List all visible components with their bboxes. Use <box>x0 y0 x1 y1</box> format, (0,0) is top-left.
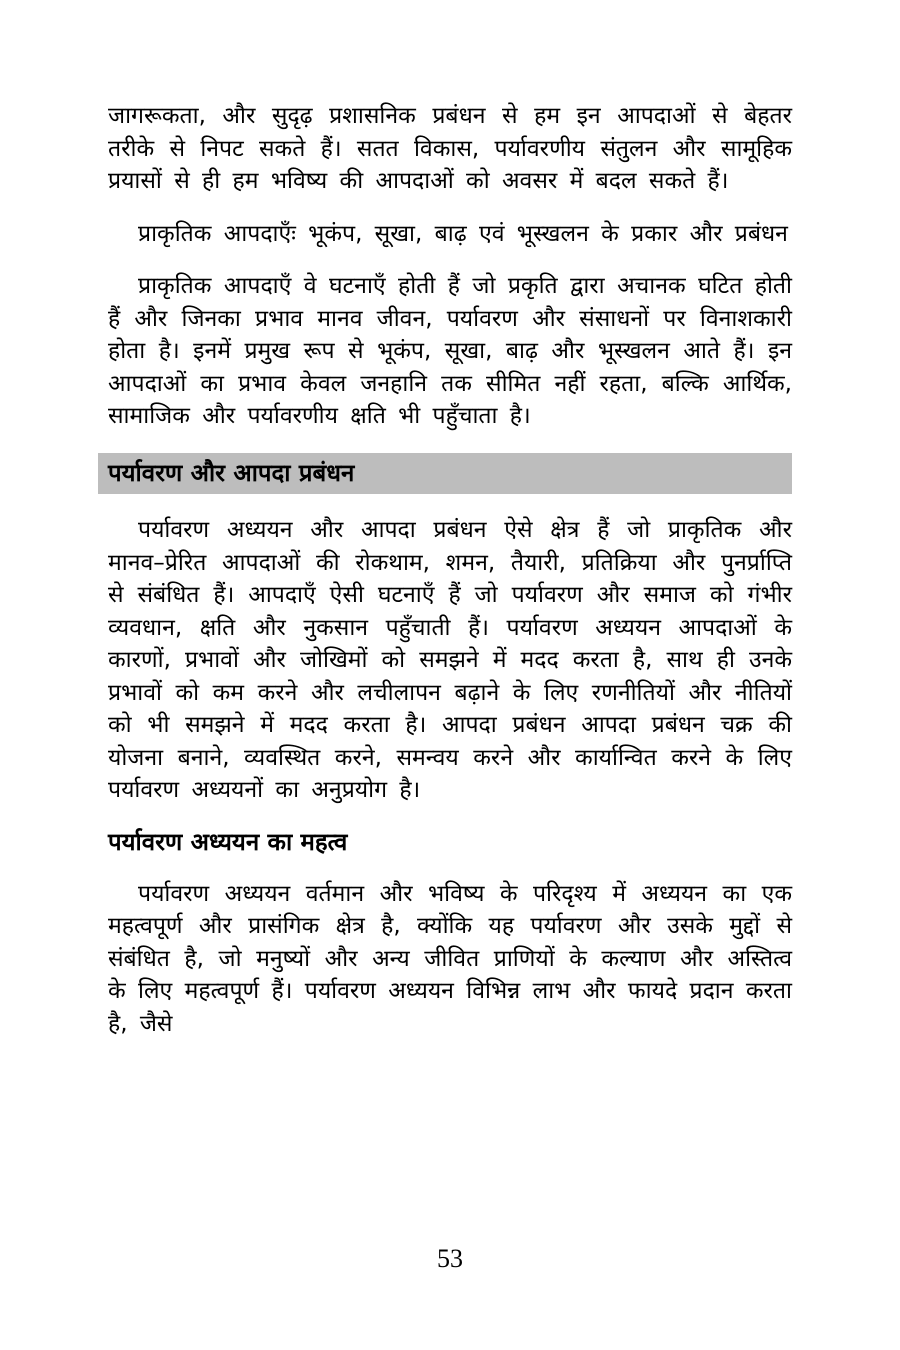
paragraph-natural-disasters: प्राकृतिक आपदाएँ वे घटनाएँ होती हैं जो प्रकृति द्वारा अचानक घटित होती हैं और जिनका प्रभाव मानव जीवन, पर्यावरण और संसाधनों पर विनाशकारी होता है। इनमें प्रमुख रूप से भूकंप, सूखा, बाढ़ और भूस्खलन आते हैं। इन आपदाओं का प्रभाव केवल जनहानि तक सीमित नहीं रहता, बल्कि आर्थिक, सामाजिक और पर्यावरणीय क्षति भी पहुँचाता है। <box>108 273 792 429</box>
paragraph-topic-line: प्राकृतिक आपदाएँः भूकंप, सूखा, बाढ़ एवं भूस्खलन के प्रकार और प्रबंधन <box>138 220 788 247</box>
paragraph-continuation: जागरूकता, और सुदृढ़ प्रशासनिक प्रबंधन से हम इन आपदाओं से बेहतर तरीके से निपट सकते हैं। सतत विकास, पर्यावरणीय संतुलन और सामूहिक प्रयासों से ही हम भविष्य की आपदाओं को अवसर में बदल सकते हैं। <box>108 103 792 194</box>
paragraph-importance: पर्यावरण अध्ययन वर्तमान और भविष्य के परिदृश्य में अध्ययन का एक महत्वपूर्ण और प्रासंगिक क्षेत्र है, क्योंकि यह पर्यावरण और उसके मुद्दों से संबंधित है, जो मनुष्यों और अन्य जीवित प्राणियों के कल्याण और अस्तित्व के लिए महत्वपूर्ण हैं। पर्यावरण अध्ययन विभिन्न लाभ और फायदे प्रदान करता है, जैसे <box>108 880 792 1037</box>
page-number: 53 <box>437 1244 463 1273</box>
sub-heading-importance-of-environmental-studies: पर्यावरण अध्ययन का महत्व <box>108 827 348 856</box>
paragraph-env-disaster-management: पर्यावरण अध्ययन और आपदा प्रबंधन ऐसे क्षेत्र हैं जो प्राकृतिक और मानव–प्रेरित आपदाओं की रोकथाम, शमन, तैयारी, प्रतिक्रिया और पुनर्प्राप्ति से संबंधित हैं। आपदाएँ ऐसी घटनाएँ हैं जो पर्यावरण और समाज को गंभीर व्यवधान, क्षति और नुकसान पहुँचाती हैं। पर्यावरण अध्ययन आपदाओं के कारणों, प्रभावों और जोखिमों को समझने में मदद करता है, साथ ही उनके प्रभावों को कम करने और लचीलापन बढ़ाने के लिए रणनीतियों और नीतियों को भी समझने में मदद करता है। आपदा प्रबंधन आपदा प्रबंधन चक्र की योजना बनाने, व्यवस्थित करने, समन्वय करने और कार्यान्वित करने के लिए पर्यावरण अध्ययनों का अनुप्रयोग है। <box>108 517 792 804</box>
section-heading-environment-disaster-management: पर्यावरण और आपदा प्रबंधन <box>98 453 792 495</box>
